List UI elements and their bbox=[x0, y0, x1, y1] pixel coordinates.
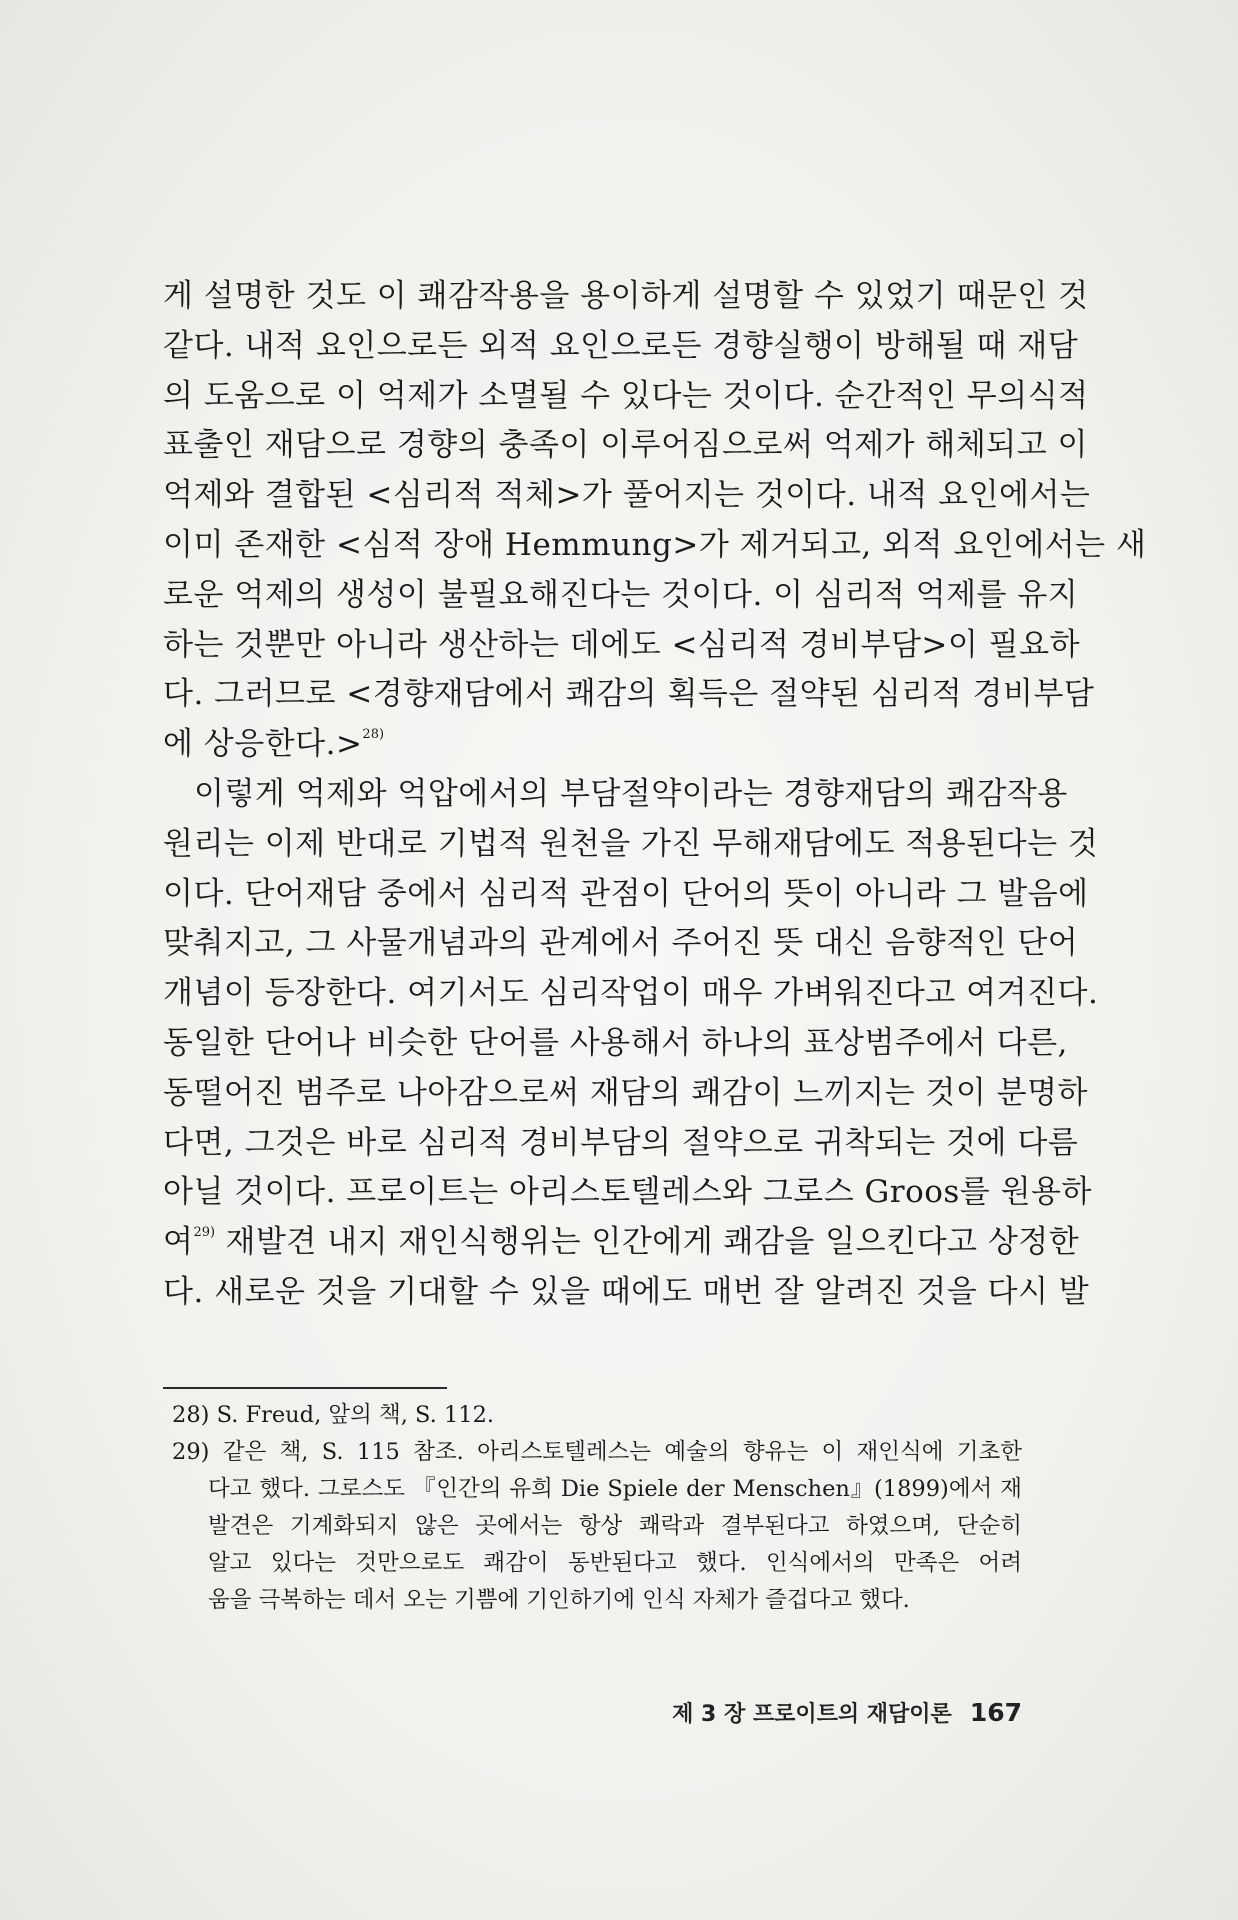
paragraph-first-line: 이렇게 억제와 억압에서의 부담절약이라는 경향재담의 쾌감작용 bbox=[194, 775, 1068, 812]
footnote-line: 움을 극복하는 데서 오는 기쁨에 기인하기에 인식 자체가 즐겁다고 했다. bbox=[208, 1587, 910, 1613]
page-number: 167 bbox=[969, 1698, 1022, 1727]
footnote-ref-28: 28) bbox=[362, 727, 385, 743]
text-line: 하는 것뿐만 아니라 생산하는 데에도 <심리적 경비부담>이 필요하 bbox=[163, 626, 1081, 663]
text-line: 원리는 이제 반대로 기법적 원천을 가진 무해재담에도 적용된다는 것 bbox=[163, 825, 1099, 862]
text-segment: 에 상응한다.> bbox=[163, 726, 363, 763]
footnote-divider bbox=[163, 1387, 447, 1389]
footnote-line: 발견은 기계화되지 않은 곳에서는 항상 쾌락과 결부된다고 하였으며, 단순히 bbox=[208, 1513, 1022, 1539]
footnote-marker: 29) bbox=[172, 1439, 210, 1465]
text-line: 동일한 단어나 비슷한 단어를 사용해서 하나의 표상범주에서 다른, bbox=[163, 1024, 1068, 1061]
footnote-marker: 28) bbox=[172, 1402, 210, 1428]
text-line: 이미 존재한 <심적 장애 Hemmung>가 제거되고, 외적 요인에서는 새 bbox=[163, 526, 1147, 563]
footnote-line: 알고 있다는 것만으로도 쾌감이 동반된다고 했다. 인식에서의 만족은 어려 bbox=[208, 1550, 1022, 1576]
main-text bbox=[163, 272, 1147, 1318]
text-line: 동떨어진 범주로 나아감으로써 재담의 쾌감이 느끼지는 것이 분명하 bbox=[163, 1074, 1088, 1111]
text-line: 다. 새로운 것을 기대할 수 있을 때에도 매번 잘 알려진 것을 다시 발 bbox=[163, 1273, 1090, 1310]
text-line: 로운 억제의 생성이 불필요해진다는 것이다. 이 심리적 억제를 유지 bbox=[163, 576, 1079, 613]
text-line bbox=[163, 720, 1023, 770]
running-footer bbox=[632, 1693, 1022, 1733]
footnote-line: 다고 했다. 그로스도 『인간의 유희 Die Spiele der Menschen』(1899)에서 재 bbox=[208, 1476, 1022, 1502]
footnote-29 bbox=[172, 1434, 1022, 1471]
text-line: 아닐 것이다. 프로이트는 아리스토텔레스와 그로스 Groos를 원용하 bbox=[163, 1174, 1092, 1211]
footnote-text: 같은 책, S. 115 참조. 아리스토텔레스는 예술의 향유는 이 재인식에 기초한 bbox=[222, 1439, 1022, 1465]
text-line: 개념이 등장한다. 여기서도 심리작업이 매우 가벼워진다고 여겨진다. bbox=[163, 975, 1099, 1012]
text-line: 게 설명한 것도 이 쾌감작용을 용이하게 설명할 수 있었기 때문인 것 bbox=[163, 278, 1089, 314]
text-line: 다. 그러므로 <경향재담에서 쾌감의 획득은 절약된 심리적 경비부담 bbox=[163, 676, 1095, 713]
text-line: 의 도움으로 이 억제가 소멸될 수 있다는 것이다. 순간적인 무의식적 bbox=[163, 377, 1089, 414]
text-line: 맞춰지고, 그 사물개념과의 관계에서 주어진 뜻 대신 음향적인 단어 bbox=[163, 925, 1079, 962]
text-line: 같다. 내적 요인으로든 외적 요인으로든 경향실행이 방해될 때 재담 bbox=[163, 327, 1079, 364]
footnote-28 bbox=[172, 1397, 1022, 1434]
footnote-ref-29: 29) bbox=[193, 1225, 216, 1241]
text-line: 표출인 재담으로 경향의 충족이 이루어짐으로써 억제가 해체되고 이 bbox=[163, 427, 1088, 464]
text-line bbox=[163, 1218, 1080, 1268]
text-segment: 여 bbox=[163, 1224, 194, 1261]
text-line: 억제와 결합된 <심리적 적체>가 풀어지는 것이다. 내적 요인에서는 bbox=[163, 477, 1091, 514]
footnotes bbox=[172, 1397, 1022, 1619]
chapter-title: 제 3 장 프로이트의 재담이론 bbox=[672, 1702, 952, 1727]
text-line: 이다. 단어재담 중에서 심리적 관점이 단어의 뜻이 아니라 그 발음에 bbox=[163, 875, 1089, 912]
text-line: 다면, 그것은 바로 심리적 경비부담의 절약으로 귀착되는 것에 다름 bbox=[163, 1124, 1079, 1161]
text-segment: 재발견 내지 재인식행위는 인간에게 쾌감을 일으킨다고 상정한 bbox=[225, 1224, 1080, 1261]
footnote-text: S. Freud, 앞의 책, S. 112. bbox=[216, 1402, 495, 1428]
